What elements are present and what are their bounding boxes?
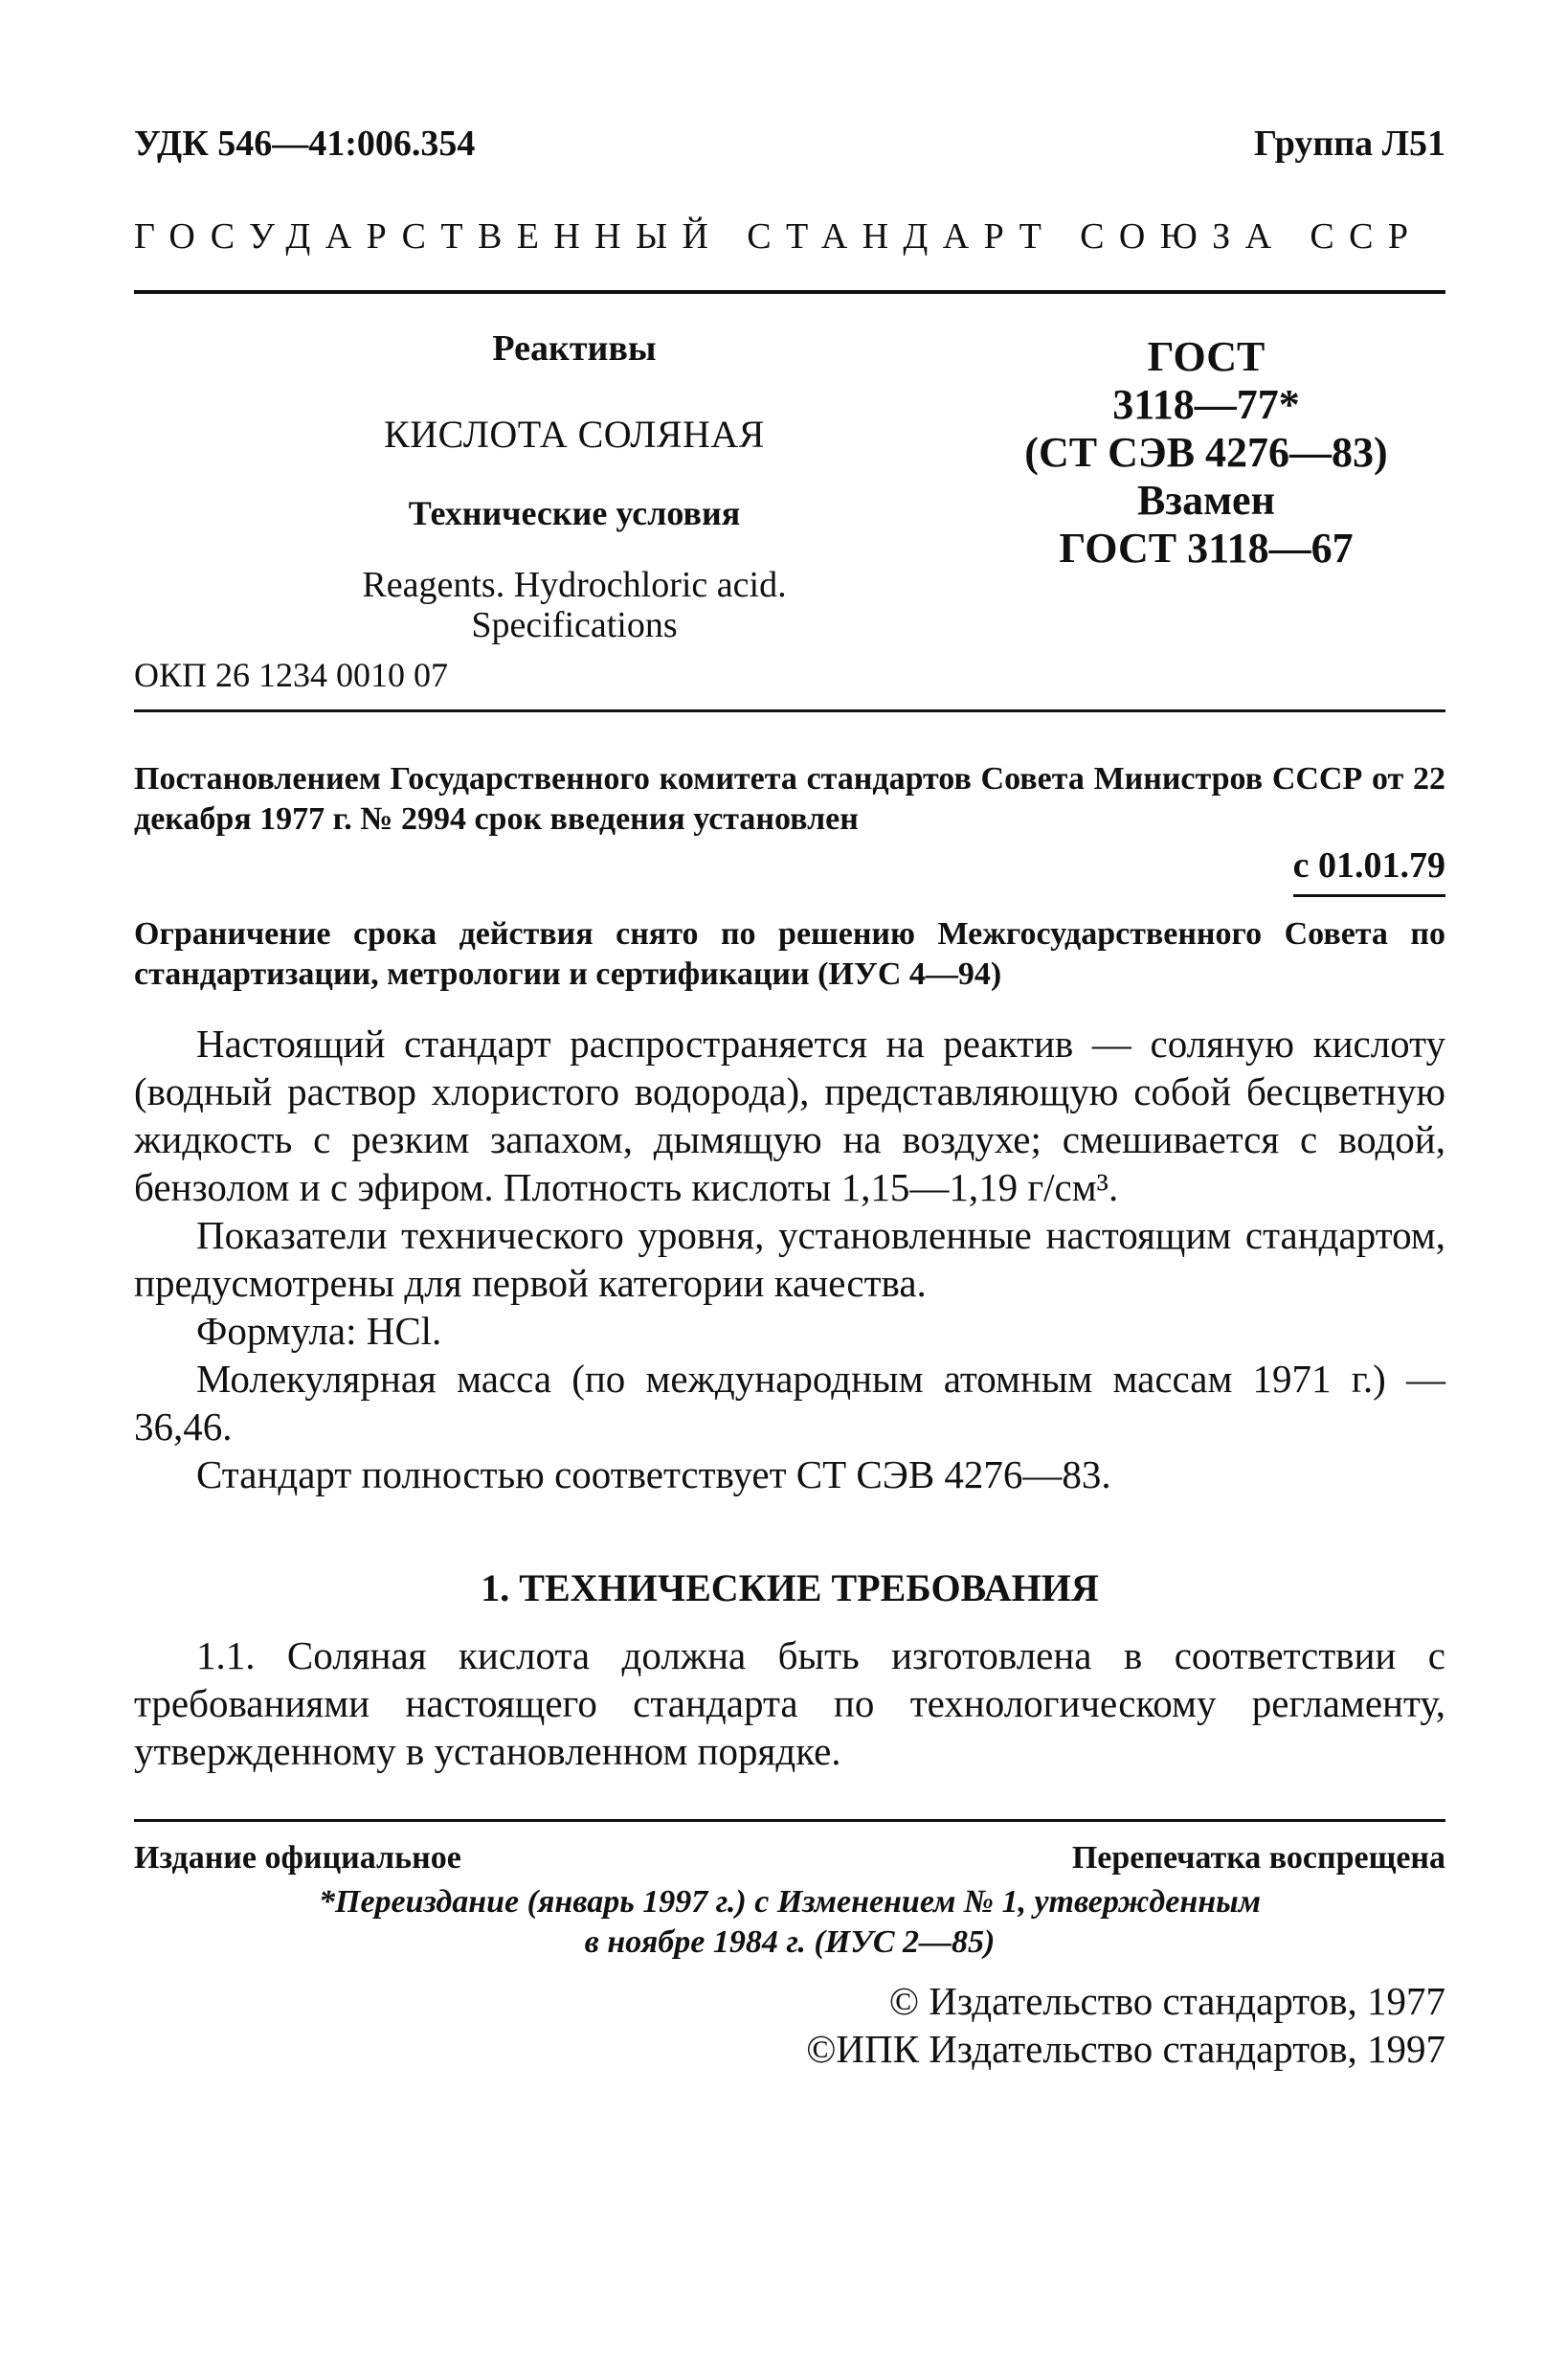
bottom-divider [134, 1819, 1445, 1822]
reissue-note [134, 1882, 1445, 1963]
reissue-line-2: в ноябре 1984 г. (ИУС 2—85) [584, 1924, 996, 1960]
formula-paragraph: Формула: HCl. [196, 1309, 442, 1353]
decree-text: Постановлением Государственного комитета стандартов Совета Министров СССР от 22 декабря 1977 г. № 2994 срок введения установлен [134, 761, 1445, 837]
body-text [134, 1020, 1445, 1498]
copyright-1977: © Издательство стандартов, 1977 [888, 1979, 1445, 2023]
effective-date: с 01.01.79 [1293, 844, 1445, 897]
state-standard-heading: ГОСУДАРСТВЕННЫЙ СТАНДАРТ СОЮЗА ССР [134, 216, 1423, 257]
document-title: КИСЛОТА СОЛЯНАЯ [384, 413, 765, 456]
udk-code: УДК 546—41:006.354 [134, 124, 476, 164]
copyright-1997: ©ИПК Издательство стандартов, 1997 [806, 2027, 1445, 2071]
reprint-prohibited-label: Перепечатка воспрещена [1071, 1840, 1445, 1876]
reissue-line-1: *Переиздание (январь 1997 г.) с Изменением № 1, утвержденным [319, 1884, 1261, 1920]
category-label: Реактивы [492, 328, 657, 369]
gost-designation [976, 333, 1436, 573]
document-subtitle: Технические условия [408, 494, 741, 532]
replaced-gost: ГОСТ 3118—67 [1059, 525, 1354, 572]
gost-label: ГОСТ [1147, 333, 1266, 380]
official-edition-label: Издание официальное [134, 1840, 461, 1876]
english-title-line-2: Specifications [471, 605, 678, 645]
conformity-paragraph: Стандарт полностью соответствует СТ СЭВ 4276—83. [196, 1452, 1111, 1496]
cmea-standard: (СТ СЭВ 4276—83) [1024, 429, 1388, 476]
scope-paragraph: Настоящий стандарт распространяется на реактив — соляную кислоту (водный раствор хлористого водорода), представляющую собой бесцветную жидкость с резким запахом, дымящую на воздухе; смешивается с водой, бензолом и с эфиром. Плотность кислоты 1,15—1,19 г/см³. [134, 1022, 1445, 1209]
header-row [134, 123, 1445, 165]
section-heading: 1. ТЕХНИЧЕСКИЕ ТРЕБОВАНИЯ [481, 1566, 1099, 1609]
english-title [282, 565, 866, 645]
okp-code: ОКП 26 1234 0010 07 [134, 656, 449, 694]
quality-paragraph: Показатели технического уровня, установленные настоящим стандартом, предусмотрены для первой категории качества. [134, 1213, 1445, 1305]
group-code: Группа Л51 [1253, 124, 1445, 164]
limitation-note: Ограничение срока действия снято по решению Межгосударственного Совета по стандартизации, метрологии и сертификации (ИУС 4—94) [134, 916, 1445, 992]
copyright-block [806, 1977, 1445, 2073]
document-title-block [282, 326, 866, 645]
replaces-label: Взамен [1137, 477, 1275, 524]
footer-row [134, 1840, 1445, 1877]
middle-divider [134, 709, 1445, 712]
clause-1-1: 1.1. Соляная кислота должна быть изготовлена в соответствии с требованиями настоящего стандарта по технологическому регламенту, утвержденному в установленном порядке. [134, 1633, 1445, 1773]
english-title-line-1: Reagents. Hydrochloric acid. [362, 565, 787, 605]
document-page [134, 0, 1445, 2360]
gost-number: 3118—77* [1112, 381, 1300, 428]
top-divider [134, 290, 1445, 294]
molecular-mass-paragraph: Молекулярная масса (по международным атомным массам 1971 г.) — 36,46. [134, 1357, 1445, 1449]
